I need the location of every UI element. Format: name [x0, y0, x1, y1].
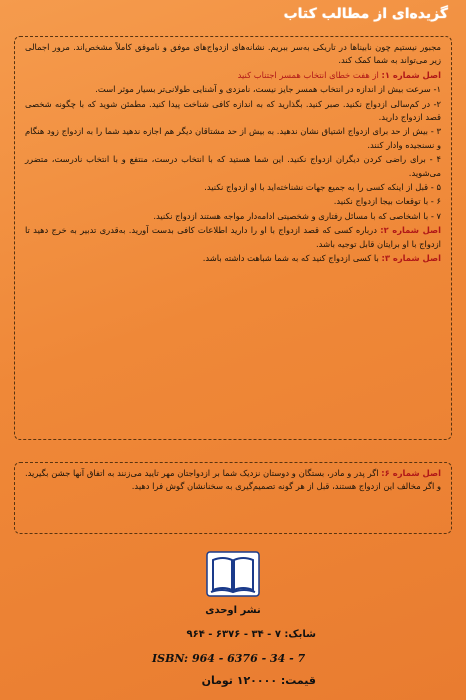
list-item: ۱- سرعت بیش از اندازه در انتخاب همسر جایز نیست، نامزدی و آشنایی طولانی‌تر بسیار موثر است.: [95, 84, 441, 95]
excerpt-box-main: [14, 36, 452, 440]
price: قیمت: ۱۲۰۰۰۰ تومان: [201, 674, 316, 687]
list-item: ۵ - قبل از اینکه کسی را به جمیع جهات نشناخته‌اید با او ازدواج نکنید.: [204, 182, 441, 193]
principle-1: [25, 69, 441, 82]
principle-6-text: اگر پدر و مادر، بستگان و دوستان نزدیک شما بر ازدواجتان مهر تایید می‌زنند به اتفاق آنها جشن بگیرید. و اگر مخالف این ازدواج هستند، قبل از هر گونه تصمیم‌گیری به سخنانشان گوش فرا دهید.: [25, 468, 441, 492]
isbn-persian: شابک: ۷ - ۳۴ - ۶۳۷۶ - ۹۶۴: [186, 629, 316, 640]
isbn-latin: ISBN: 964 - 6376 - 34 - 7: [152, 652, 306, 665]
principle-1-heading: اصل شماره ۱:: [381, 69, 441, 80]
principle-3-text: با کسی ازدواج کنید که به شما شباهت داشته باشد.: [202, 253, 382, 264]
principle-2: [25, 224, 441, 251]
principle-3: [25, 252, 441, 265]
principle-3-heading: اصل شماره ۳:: [381, 253, 441, 264]
principle-6: [25, 467, 441, 494]
list-item: ۷ - با اشخاصی که با مسائل رفتاری و شخصیتی ادامه‌دار مواجه هستند ازدواج نکنید.: [153, 210, 441, 221]
intro-paragraph: مجبور نیستیم چون نابینا‌ها در تاریکی به‌سر ببریم. نشانه‌های ازدواج‌های موفق و ناموفق کاملاً مشخص‌اند. مرور اجمالی زیر می‌تواند به شما کمک کند.: [25, 42, 441, 66]
principle-6-heading: اصل شماره ۶:: [381, 468, 441, 478]
list-item: ۴ - برای راضی کردن دیگران ازدواج نکنید. این شما هستید که با انتخاب درست، منتفع و با انتخاب نادرست، متضرر می‌شوید.: [25, 154, 441, 178]
list-item: ۶ - با توقعات بیجا ازدواج نکنید.: [333, 196, 441, 207]
excerpt-box-secondary: [14, 462, 452, 534]
list-item: ۲- در کم‌سالی ازدواج نکنید. صبر کنید. بگذارید که به اندازه کافی شناخت پیدا کنید. مطمئن شوید که با چگونه شخصی قصد ازدواج دارید.: [25, 98, 441, 123]
principle-2-text: درباره کسی که قصد ازدواج با او را دارید اطلاعات کافی بدست آورید. به‌قدری تدبیر به خرج دهید تا ازدواج با او برایتان قابل توجیه باشد.: [25, 225, 441, 249]
publisher-name: نشر اوحدی: [205, 605, 261, 616]
page-title: گزیده‌ای از مطالب کتاب: [283, 6, 448, 22]
principle-2-heading: اصل شماره ۲:: [380, 225, 442, 236]
list-item: ۳ - بیش از حد برای ازدواج اشتیاق نشان ندهید. به بیش از حد مشتاقان دیگر هم اجازه ندهید شما را به ازدواج زود هنگام و نسنجیده وادار کنند.: [25, 126, 441, 150]
principle-1-text: از هفت خطای انتخاب همسر اجتناب کنید: [237, 69, 382, 80]
book-icon: [203, 548, 263, 604]
